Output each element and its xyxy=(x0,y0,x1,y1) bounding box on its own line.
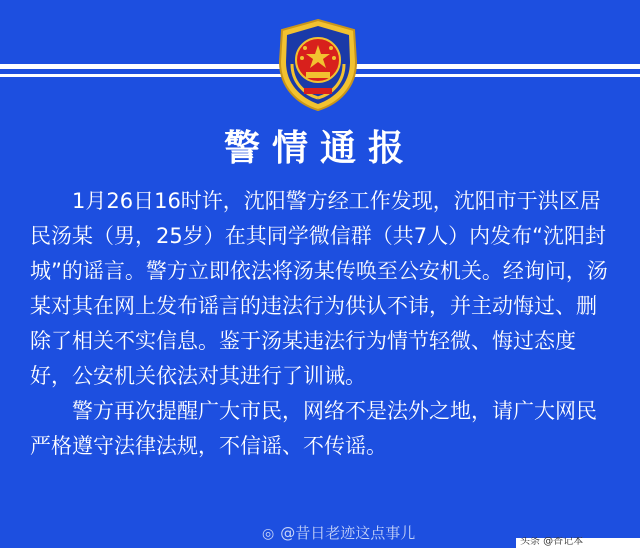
notice-paragraph-2: 警方再次提醒广大市民，网络不是法外之地，请广大网民严格遵守法律法规，不信谣、不传谣。 xyxy=(30,399,597,458)
watermark-text: @昔日老迹这点事儿 xyxy=(280,524,416,542)
police-emblem-icon xyxy=(272,18,364,112)
corner-credit: 头条 @香记本 xyxy=(520,537,584,547)
notice-paragraph-1: 1月26日16时许，沈阳警方经工作发现，沈阳市于洪区居民汤某（男，25岁）在其同学微信群（共7人）内发布“沈阳封城”的谣言。警方立即依法将汤某传唤至公安机关。经询问，汤某对其在网上发布谣言的违法行为供认不讳，并主动悔过、删除了相关不实信息。鉴于汤某违法行为情节轻微、悔过态度好，公安机关依法对其进行了训诫。 xyxy=(30,189,608,388)
notice-body xyxy=(30,184,614,464)
header-band xyxy=(0,0,640,112)
page-title: 警情通报 xyxy=(223,128,416,169)
weibo-icon: ◎ xyxy=(262,526,275,542)
watermark xyxy=(262,522,415,543)
